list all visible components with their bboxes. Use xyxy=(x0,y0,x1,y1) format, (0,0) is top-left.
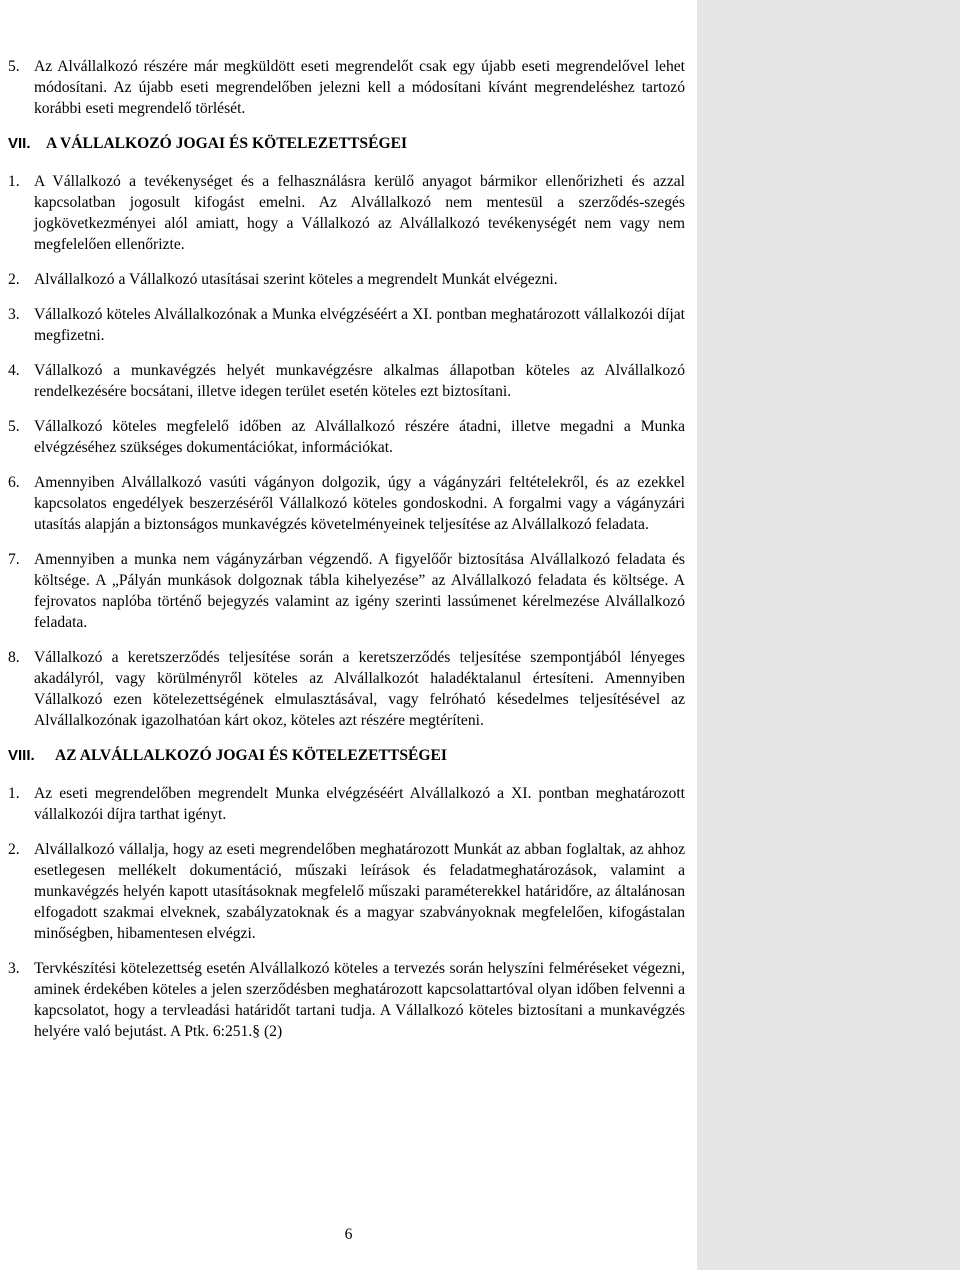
paragraph-text: Tervkészítési kötelezettség esetén Alvállalkozó köteles a tervezés során helyszíni felméréseket végezni, aminek érdekében köteles a jelen szerződésben meghatározott kapcsolattartóval olyan időben felvenni a kapcsolatot, hogy a tervleadási határidőt tartani tudja. A Vállalkozó köteles biztosítani a munkavégzés helyére való bejutást. A Ptk. 6:251.§ (2) xyxy=(34,960,685,1040)
numbered-paragraph xyxy=(8,360,685,402)
page-number: 6 xyxy=(344,1226,353,1243)
paragraph-number: 5. xyxy=(8,58,20,75)
paragraph-text: Vállalkozó köteles megfelelő időben az Alvállalkozó részére átadni, illetve megadni a Munka elvégzéséhez szükséges dokumentációkat, információkat. xyxy=(34,418,685,456)
paragraph-text: Alvállalkozó a Vállalkozó utasításai szerint köteles a megrendelt Munkát elvégezni. xyxy=(34,271,558,288)
paragraph-number: 1. xyxy=(8,785,20,802)
paragraph-number: 4. xyxy=(8,362,20,379)
paragraph-text: A Vállalkozó a tevékenységet és a felhasználásra kerülő anyagot bármikor ellenőrizheti és azzal kapcsolatban jogosult kifogást emelni. Az Alvállalkozó nem mentesül a szerződés-szegés jogkövetkezményei alól amiatt, hogy a Vállalkozó az Alvállalkozó tevékenységét nem vagy nem megfelelően ellenőrizte. xyxy=(34,173,685,253)
document-body xyxy=(8,56,685,1056)
numbered-paragraph xyxy=(8,783,685,825)
section-title: AZ ALVÁLLALKOZÓ JOGAI ÉS KÖTELEZETTSÉGEI xyxy=(55,747,447,764)
numbered-paragraph xyxy=(8,839,685,944)
numbered-paragraph xyxy=(8,56,685,119)
numbered-paragraph xyxy=(8,171,685,255)
section-title: A VÁLLALKOZÓ JOGAI ÉS KÖTELEZETTSÉGEI xyxy=(46,135,408,152)
numbered-paragraph xyxy=(8,472,685,535)
paragraph-text: Alvállalkozó vállalja, hogy az eseti megrendelőben meghatározott Munkát az abban foglaltak, az ahhoz esetlegesen mellékelt dokumentáció, műszaki leírások és feladatmeghatározások, valamint a munkavégzés helyén kapott utasításoknak megfelelő műszaki paraméterekkel határidőre, az általánosan elfogadott szakmai elveknek, szabályzatoknak és a magyar szabványoknak megfelelően, kifogástalan minőségben, hibamentesen elvégzi. xyxy=(34,841,685,942)
paragraph-number: 3. xyxy=(8,306,20,323)
paragraph-number: 2. xyxy=(8,841,20,858)
numbered-paragraph xyxy=(8,269,685,290)
paragraph-text: Vállalkozó a munkavégzés helyét munkavégzésre alkalmas állapotban köteles az Alvállalkozó rendelkezésére bocsátani, illetve idegen terület esetén köteles ezt biztosítani. xyxy=(34,362,685,400)
paragraph-text: Vállalkozó köteles Alvállalkozónak a Munka elvégzéséért a XI. pontban meghatározott vállalkozói díjat megfizetni. xyxy=(34,306,685,344)
paragraph-text: Az Alvállalkozó részére már megküldött eseti megrendelőt csak egy újabb eseti megrendelővel lehet módosítani. Az újabb eseti megrendelőben jelezni kell a módosítani kívánt megrendeléshez tartozó korábbi eseti megrendelő törlését. xyxy=(34,58,685,117)
paragraph-number: 2. xyxy=(8,271,20,288)
section-heading xyxy=(8,745,685,767)
paragraph-number: 1. xyxy=(8,173,20,190)
paragraph-text: Az eseti megrendelőben megrendelt Munka elvégzéséért Alvállalkozó a XI. pontban meghatározott vállalkozói díjra tarthat igényt. xyxy=(34,785,685,823)
paragraph-number: 3. xyxy=(8,960,20,977)
section-heading xyxy=(8,133,685,155)
numbered-paragraph xyxy=(8,304,685,346)
paragraph-number: 8. xyxy=(8,649,20,666)
paragraph-number: 7. xyxy=(8,551,20,568)
section-number: VII. xyxy=(8,135,31,152)
paragraph-number: 6. xyxy=(8,474,20,491)
paragraph-text: Vállalkozó a keretszerződés teljesítése során a keretszerződés teljesítése szempontjából lényeges akadályról, vagy körülményről köteles az Alvállalkozót haladéktalanul értesíteni. Amennyiben Vállalkozó ezen kötelezettségének elmulasztásával, vagy felróható késedelmes teljesítésével az Alvállalkozónak igazolhatóan kárt okoz, köteles azt részére megtéríteni. xyxy=(34,649,685,729)
section-number: VIII. xyxy=(8,747,35,764)
paragraph-text: Amennyiben a munka nem vágányzárban végzendő. A figyelőőr biztosítása Alvállalkozó feladata és költsége. A „Pályán munkások dolgoznak tábla kihelyezése” az Alvállalkozó feladata és költsége. A fejrovatos naplóba történő bejegyzés valamint az igény szerinti lassúmenet kérelmezése Alvállalkozó feladata. xyxy=(34,551,685,631)
numbered-paragraph xyxy=(8,549,685,633)
numbered-paragraph xyxy=(8,416,685,458)
paragraph-text: Amennyiben Alvállalkozó vasúti vágányon dolgozik, úgy a vágányzári feltételekről, és az ezekkel kapcsolatos engedélyek beszerzéséről Vállalkozó köteles gondoskodni. A forgalmi vagy a vágányzári utasítás alapján a biztonságos munkavégzés követelményeinek teljesítése az Alvállalkozó feladata. xyxy=(34,474,685,533)
paragraph-number: 5. xyxy=(8,418,20,435)
numbered-paragraph xyxy=(8,647,685,731)
numbered-paragraph xyxy=(8,958,685,1042)
comment-margin-pane xyxy=(697,0,960,1270)
